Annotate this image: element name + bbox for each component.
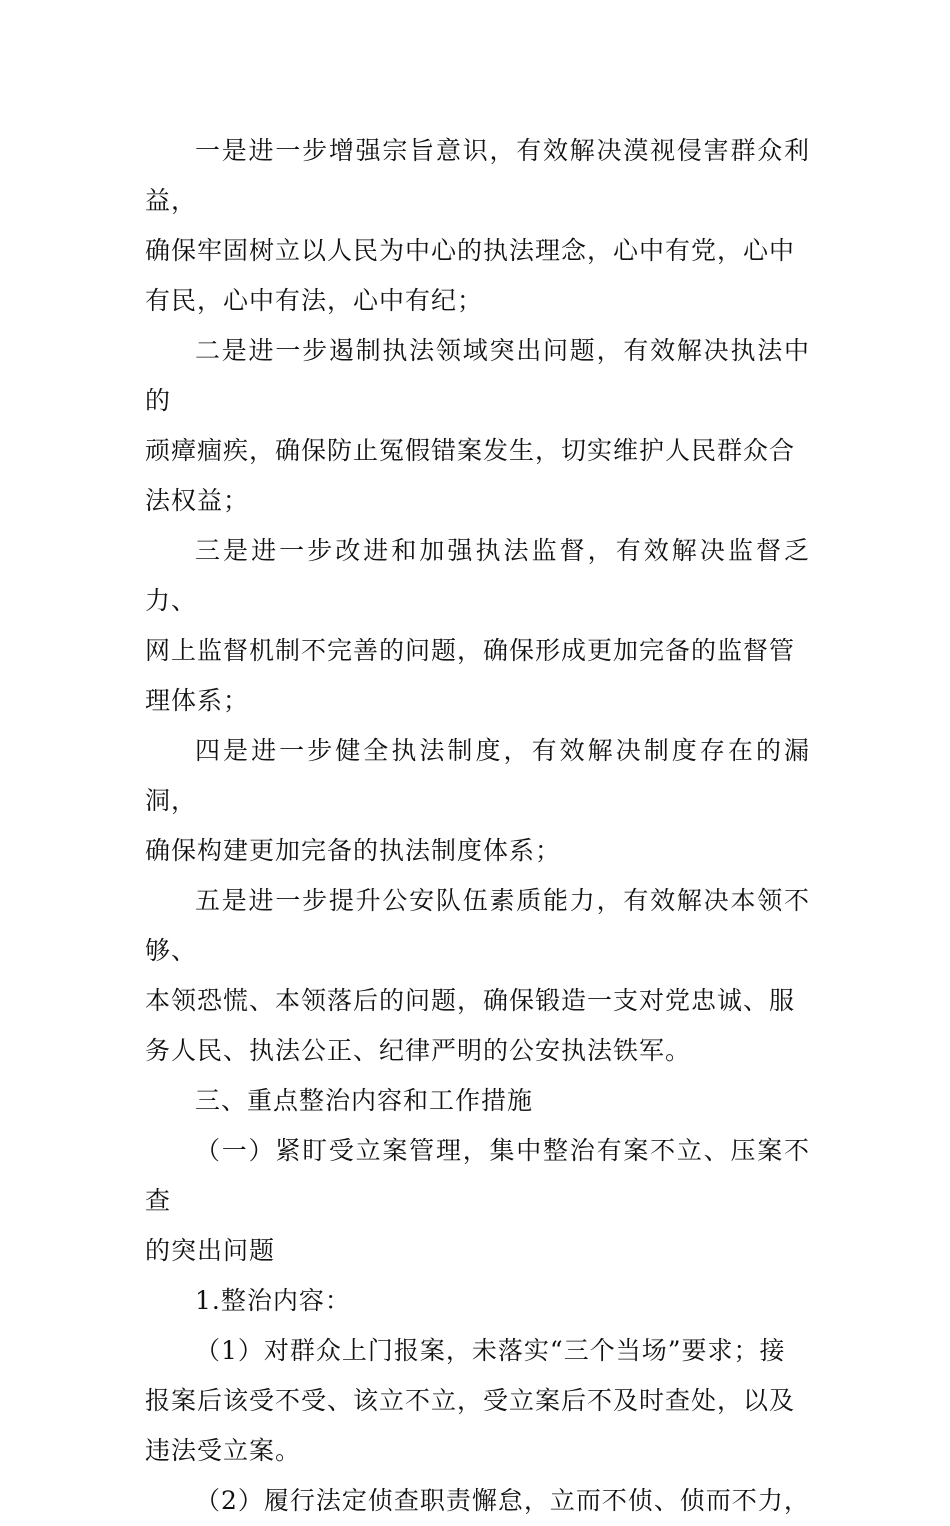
paragraph-5: 五是进一步提升公安队伍素质能力，有效解决本领不够、 本领恐慌、本领落后的问题，确保锻造一支对党忠诚、服 务人民、执法公正、纪律严明的公安执法铁军。 [145, 886, 810, 1065]
subsection-heading: （一）紧盯受立案管理，集中整治有案不立、压案不查 的突出问题 [145, 1136, 810, 1265]
paragraph-1: 一是进一步增强宗旨意识，有效解决漠视侵害群众利益， 确保牢固树立以人民为中心的执法理念，心中有党，心中 有民，心中有法，心中有纪； [145, 136, 810, 315]
sub-item-2: （2）履行法定侦查职责懈怠，立而不侦、侦而不力， [195, 1486, 810, 1515]
paragraph-4: 四是进一步健全执法制度，有效解决制度存在的漏洞， 确保构建更加完备的执法制度体系； [145, 736, 810, 865]
paragraph-3: 三是进一步改进和加强执法监督，有效解决监督乏力、 网上监督机制不完善的问题，确保形成更加完备的监督管 理体系； [145, 536, 810, 715]
sub-item-1: （1）对群众上门报案，未落实“三个当场”要求；接 报案后该受不受、该立不立，受立案后不及时查处，以及 违法受立案。 [145, 1336, 796, 1465]
item-heading: 1.整治内容： [195, 1286, 351, 1315]
paragraph-2: 二是进一步遏制执法领域突出问题，有效解决执法中的 顽瘴痼疾，确保防止冤假错案发生，切实维护人民群众合 法权益； [145, 336, 810, 515]
body-text [145, 126, 810, 1526]
section-heading: 三、重点整治内容和工作措施 [195, 1086, 534, 1115]
